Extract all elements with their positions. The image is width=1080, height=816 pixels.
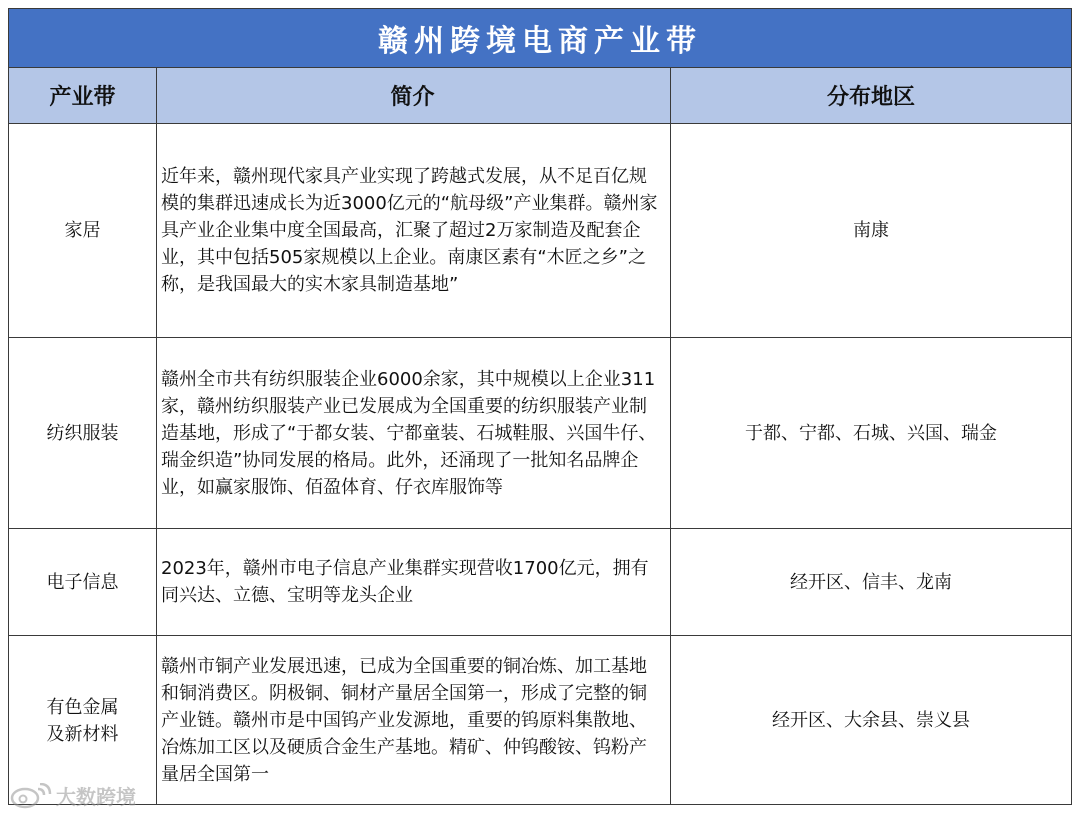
- intro-cell: 赣州全市共有纺织服装企业6000余家，其中规模以上企业311家，赣州纺织服装产业已发展成为全国重要的纺织服装产业制造基地，形成了“于都女装、宁都童装、石城鞋服、兴国牛仔、瑞金织造”协同发展的格局。此外，还涌现了一批知名品牌企业，如赢家服饰、佰盈体育、仔衣库服饰等: [157, 338, 671, 528]
- intro-cell: 赣州市铜产业发展迅速，已成为全国重要的铜冶炼、加工基地和铜消费区。阴极铜、铜材产量居全国第一，形成了完整的铜产业链。赣州市是中国钨产业发源地，重要的钨原料集散地、冶炼加工区以及硬质合金生产基地。精矿、仲钨酸铵、钨粉产量居全国第一: [157, 636, 671, 805]
- header-region: 分布地区: [826, 85, 915, 110]
- table-row: [9, 529, 1071, 636]
- region-cell: 于都、宁都、石城、兴国、瑞金: [745, 422, 997, 444]
- industry-cell: [9, 636, 157, 805]
- intro-cell: 近年来，赣州现代家具产业实现了跨越式发展，从不足百亿规模的集群迅速成长为近3000亿元的“航母级”产业集群。赣州家具产业企业集中度全国最高，汇聚了超过2万家制造及配套企业，其中包括505家规模以上企业。南康区素有“木匠之乡”之称，是我国最大的实木家具制造基地”: [157, 124, 671, 337]
- table-row: [9, 338, 1071, 529]
- region-cell: 经开区、大余县、崇义县: [772, 710, 970, 731]
- industry-cell: 电子信息: [9, 529, 157, 635]
- table-title: 赣州跨境电商产业带: [9, 9, 1071, 68]
- weibo-logo-icon: [10, 783, 52, 809]
- header-intro: 简介: [157, 68, 671, 123]
- region-cell: 经开区、信丰、龙南: [790, 571, 952, 593]
- industry-table: [8, 8, 1072, 805]
- header-industry: 产业带: [9, 68, 157, 123]
- intro-cell: 2023年，赣州市电子信息产业集群实现营收1700亿元，拥有同兴达、立德、宝明等龙头企业: [157, 529, 671, 635]
- table-row: [9, 124, 1071, 338]
- table-row: [9, 636, 1071, 805]
- header-row: [9, 68, 1071, 124]
- industry-cell: 家居: [9, 124, 157, 337]
- industry-label: 有色金属及新材料: [46, 696, 119, 745]
- region-cell: 南康: [853, 220, 889, 241]
- watermark-text: 大数跨境: [56, 785, 136, 809]
- watermark: [10, 781, 136, 810]
- industry-cell: 纺织服装: [9, 338, 157, 528]
